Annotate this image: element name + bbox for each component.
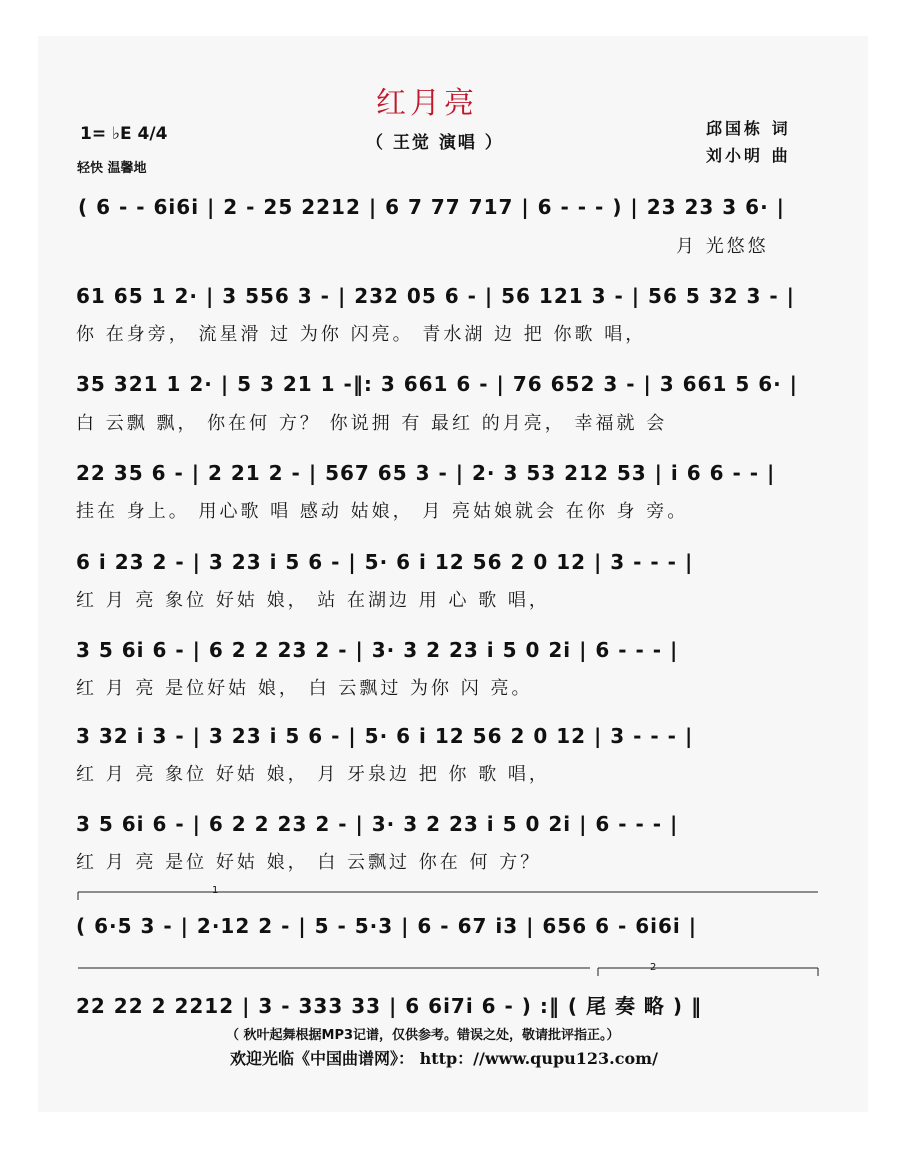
notation-row-1: ( 6 - - 6i6i | 2 - 25 2212 | 6 7 77 717 | 6 - - - ) | 23 23 3 6· | [78, 195, 785, 219]
lyrics-row-6: 红 月 亮 是位好姑 娘， 白 云飘过 为你 闪 亮。 [76, 678, 533, 699]
notation-row-10: 22 22 2 2212 | 3 - 333 33 | 6 6i7i 6 - ) :‖ ( 尾 奏 略 ) ‖ [76, 994, 702, 1018]
notation-row-2: 61 65 1 2· | 3 556 3 - | 232 05 6 - | 56 121 3 - | 56 5 32 3 - | [76, 284, 795, 308]
lyrics-row-1: 月 光悠悠 [676, 236, 769, 257]
tempo-mark: 轻快 温馨地 [77, 161, 147, 176]
lyrics-row-5: 红 月 亮 象位 好姑 娘， 站 在湖边 用 心 歌 唱， [76, 590, 550, 611]
notation-row-8: 3 5 6i 6 - | 6 2 2 23 2 - | 3· 3 2 23 i 5 0 2i | 6 - - - | [76, 812, 679, 836]
site-footer: 欢迎光临《中国曲谱网》： http：//www.qupu123.com/ [230, 1049, 658, 1068]
lyricist-credit: 邱国栋 词 [706, 119, 791, 138]
lyrics-row-8: 红 月 亮 是位 好姑 娘， 白 云飘过 你在 何 方？ [76, 852, 542, 873]
singer-line: （ 王觉 演唱 ） [366, 133, 504, 153]
composer-credit: 刘小明 曲 [706, 146, 791, 165]
volta-1-label: 1 [212, 885, 219, 896]
notation-row-3: 35 321 1 2· | 5 3 21 1 -‖: 3 661 6 - | 76 652 3 - | 3 661 5 6· | [76, 372, 798, 396]
lyrics-row-7: 红 月 亮 象位 好姑 娘， 月 牙泉边 把 你 歌 唱， [76, 764, 550, 785]
lyrics-row-2: 你 在身旁， 流星滑 过 为你 闪亮。 青水湖 边 把 你歌 唱， [76, 324, 647, 345]
lyrics-row-3: 白 云飘 飘， 你在何 方？ 你说拥 有 最红 的月亮， 幸福就 会 [76, 413, 668, 434]
volta-2-label: 2 [650, 962, 657, 973]
notation-row-9: ( 6·5 3 - | 2·12 2 - | 5 - 5·3 | 6 - 67 i3 | 656 6 - 6i6i | [76, 914, 698, 938]
notation-row-6: 3 5 6i 6 - | 6 2 2 23 2 - | 3· 3 2 23 i 5 0 2i | 6 - - - | [76, 638, 679, 662]
notation-row-7: 3 32 i 3 - | 3 23 i 5 6 - | 5· 6 i 12 56 2 0 12 | 3 - - - | [76, 724, 694, 748]
song-title: 红月亮 [376, 86, 478, 121]
lyrics-row-4: 挂在 身上。 用心歌 唱 感动 姑娘， 月 亮姑娘就会 在你 身 旁。 [76, 501, 689, 522]
transcription-note: （ 秋叶起舞根据MP3记谱，仅供参考。错误之处，敬请批评指正。） [226, 1028, 620, 1043]
notation-row-5: 6 i 23 2 - | 3 23 i 5 6 - | 5· 6 i 12 56 2 0 12 | 3 - - - | [76, 550, 694, 574]
notation-row-4: 22 35 6 - | 2 21 2 - | 567 65 3 - | 2· 3 53 212 53 | i 6 6 - - | [76, 461, 776, 485]
key-signature: 1= ♭E 4/4 [80, 124, 168, 144]
